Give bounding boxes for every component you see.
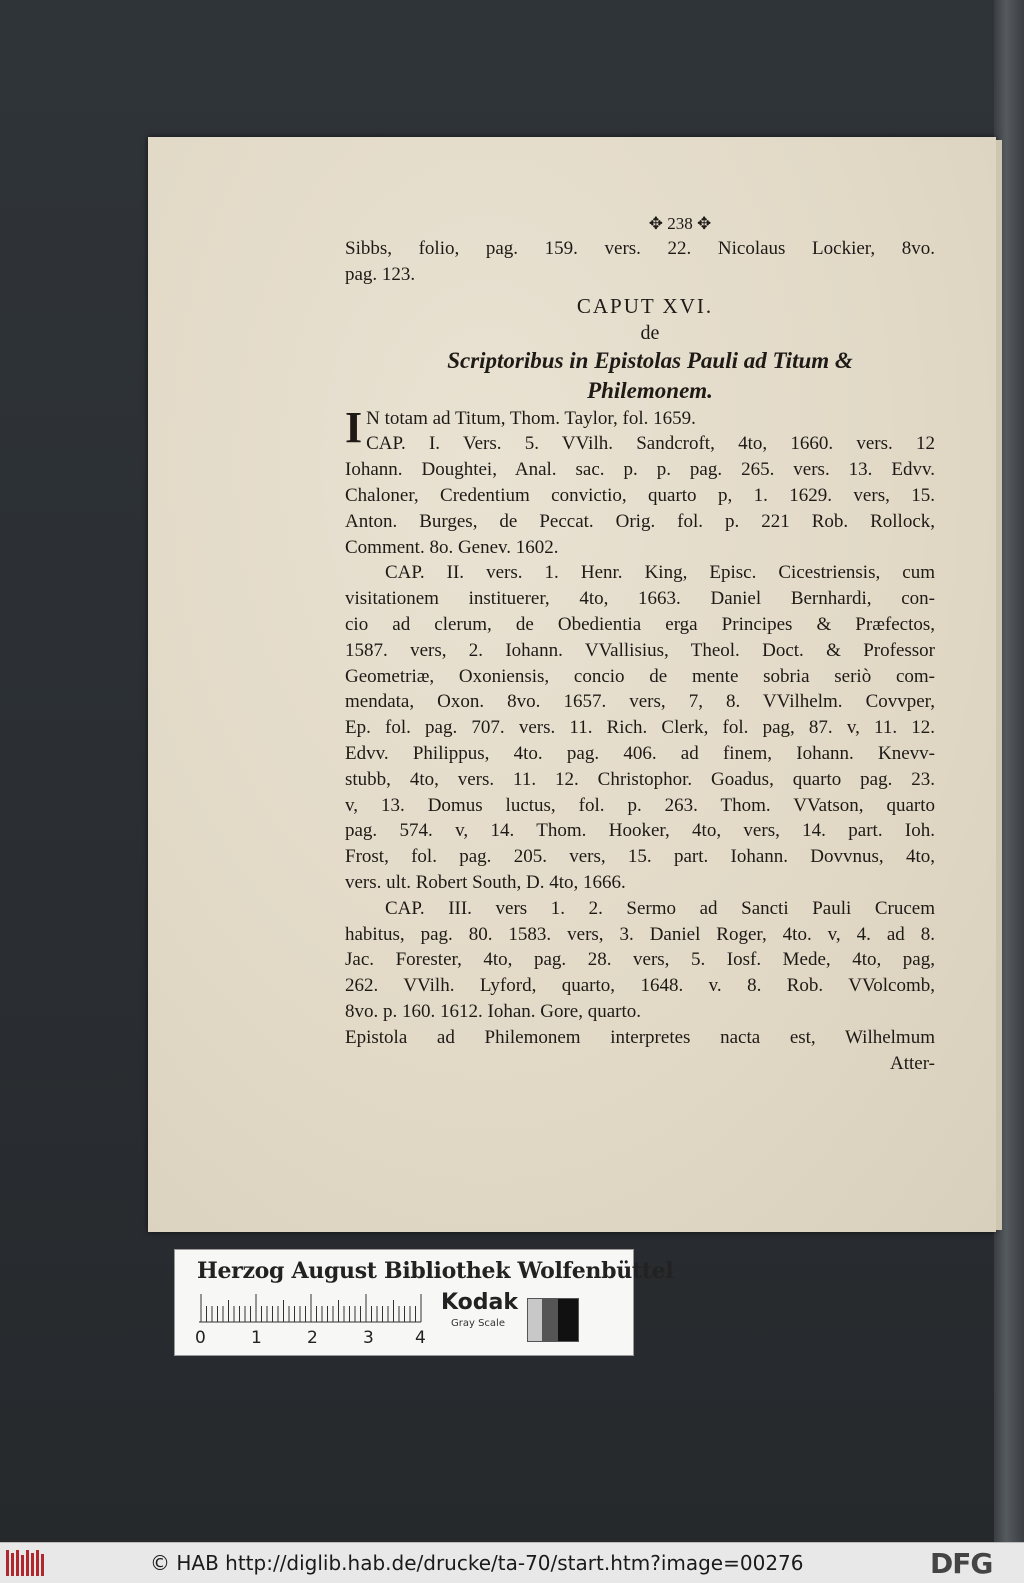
text-line: N totam ad Titum, Thom. Taylor, fol. 1659. — [366, 407, 696, 429]
text-line: Jac. Forester, 4to, pag. 28. vers, 5. Iosf. Mede, 4to, pag, — [345, 949, 935, 971]
catchword: Atter- — [890, 1052, 935, 1074]
text-line: 8vo. p. 160. 1612. Iohan. Gore, quarto. — [345, 1000, 642, 1022]
text-line: habitus, pag. 80. 1583. vers, 3. Daniel Roger, 4to. v, 4. ad 8. — [345, 923, 935, 945]
gray-patch — [542, 1299, 558, 1341]
dfg-logo: DFG — [930, 1547, 993, 1580]
paragraph — [345, 402, 935, 458]
text-line: Edvv. Philippus, 4to. pag. 406. ad finem, Iohann. Knevv- — [345, 742, 935, 764]
text-line: vers. ult. Robert South, D. 4to, 1666. — [345, 871, 626, 893]
text-line: visitationem instituerer, 4to, 1663. Daniel Bernhardi, con- — [345, 588, 935, 610]
text-line: Chaloner, Credentium convictio, quarto p, 1. 1629. vers, 15. — [345, 484, 935, 506]
heading-line: Scriptoribus in Epistolas Pauli ad Titum & — [447, 347, 853, 373]
gray-patch — [558, 1299, 578, 1341]
library-name: Herzog August Bibliothek Wolfenbüttel — [197, 1258, 674, 1284]
chapter-title: CAPUT XVI. — [576, 293, 714, 318]
gray-patch — [528, 1299, 542, 1341]
drop-cap: I — [345, 402, 363, 452]
ruler — [199, 1294, 425, 1324]
chapter-heading — [365, 346, 935, 406]
text-line: CAP. III. vers 1. 2. Sermo ad Sancti Pauli Crucem — [385, 897, 935, 919]
text-line: Epistola ad Philemonem interpretes nacta est, Wilhelmum — [345, 1026, 935, 1048]
text-line: Sibbs, folio, pag. 159. vers. 22. Nicolaus Lockier, 8vo. — [345, 238, 935, 259]
text-line: mendata, Oxon. 8vo. 1657. vers, 7, 8. VVilhelm. Covvper, — [345, 691, 935, 713]
text-line: pag. 123. — [345, 263, 416, 285]
text-line: Frost, fol. pag. 205. vers, 15. part. Iohann. Dovvnus, 4to, — [345, 846, 935, 868]
page-text — [345, 212, 935, 1077]
chapter-de: de — [640, 321, 660, 344]
ruler-number: 3 — [363, 1328, 374, 1348]
ruler-numbers — [195, 1328, 435, 1348]
text-line: Geometriæ, Oxoniensis, concio de mente sobria seriò com- — [345, 665, 935, 687]
text-line: 1587. vers, 2. Iohann. VVallisius, Theol. Doct. & Professor — [345, 639, 935, 661]
text-line: Anton. Burges, de Peccat. Orig. fol. p. 221 Rob. Rollock, — [345, 510, 935, 532]
gray-scale-text: Gray Scale — [451, 1318, 505, 1329]
ruler-number: 4 — [415, 1328, 426, 1348]
text-line: Comment. 8o. Genev. 1602. — [345, 536, 559, 558]
color-calibration-label — [174, 1249, 674, 1356]
page-number: ✥ 238 ✥ — [648, 214, 712, 233]
copyright-url: © HAB http://diglib.hab.de/drucke/ta-70/start.htm?image=00276 — [150, 1551, 804, 1575]
ruler-number: 0 — [195, 1328, 206, 1348]
ruler-number: 1 — [251, 1328, 262, 1348]
footer-bar — [0, 1542, 1024, 1583]
text-line: stubb, 4to, vers. 11. 12. Christophor. Goadus, quarto pag. 23. — [345, 768, 935, 790]
text-line: v, 13. Domus luctus, fol. p. 263. Thom. VVatson, quarto — [345, 794, 935, 816]
kodak-logo: Kodak — [441, 1290, 518, 1315]
text-line: Ep. fol. pag. 707. vers. 11. Rich. Clerk, fol. pag, 87. v, 11. 12. — [345, 717, 935, 739]
text-line: CAP. I. Vers. 5. VVilh. Sandcroft, 4to, 1660. vers. 12 — [366, 433, 935, 455]
gray-scale-patches — [527, 1298, 579, 1342]
text-line: cio ad clerum, de Obedientia erga Principes & Præfectos, — [345, 613, 935, 635]
text-line: 262. VVilh. Lyford, quarto, 1648. v. 8. Rob. VVolcomb, — [345, 975, 935, 997]
text-line: Iohann. Doughtei, Anal. sac. p. p. pag. 265. vers. 13. Edvv. — [345, 459, 935, 481]
text-line: pag. 574. v, 14. Thom. Hooker, 4to, vers, 14. part. Ioh. — [345, 820, 935, 842]
text-line: CAP. II. vers. 1. Henr. King, Episc. Cicestriensis, cum — [385, 562, 935, 584]
page-fold — [996, 140, 1002, 1230]
heading-line: Philemonem. — [587, 377, 713, 403]
hab-logo-icon — [6, 1550, 46, 1576]
ruler-number: 2 — [307, 1328, 318, 1348]
